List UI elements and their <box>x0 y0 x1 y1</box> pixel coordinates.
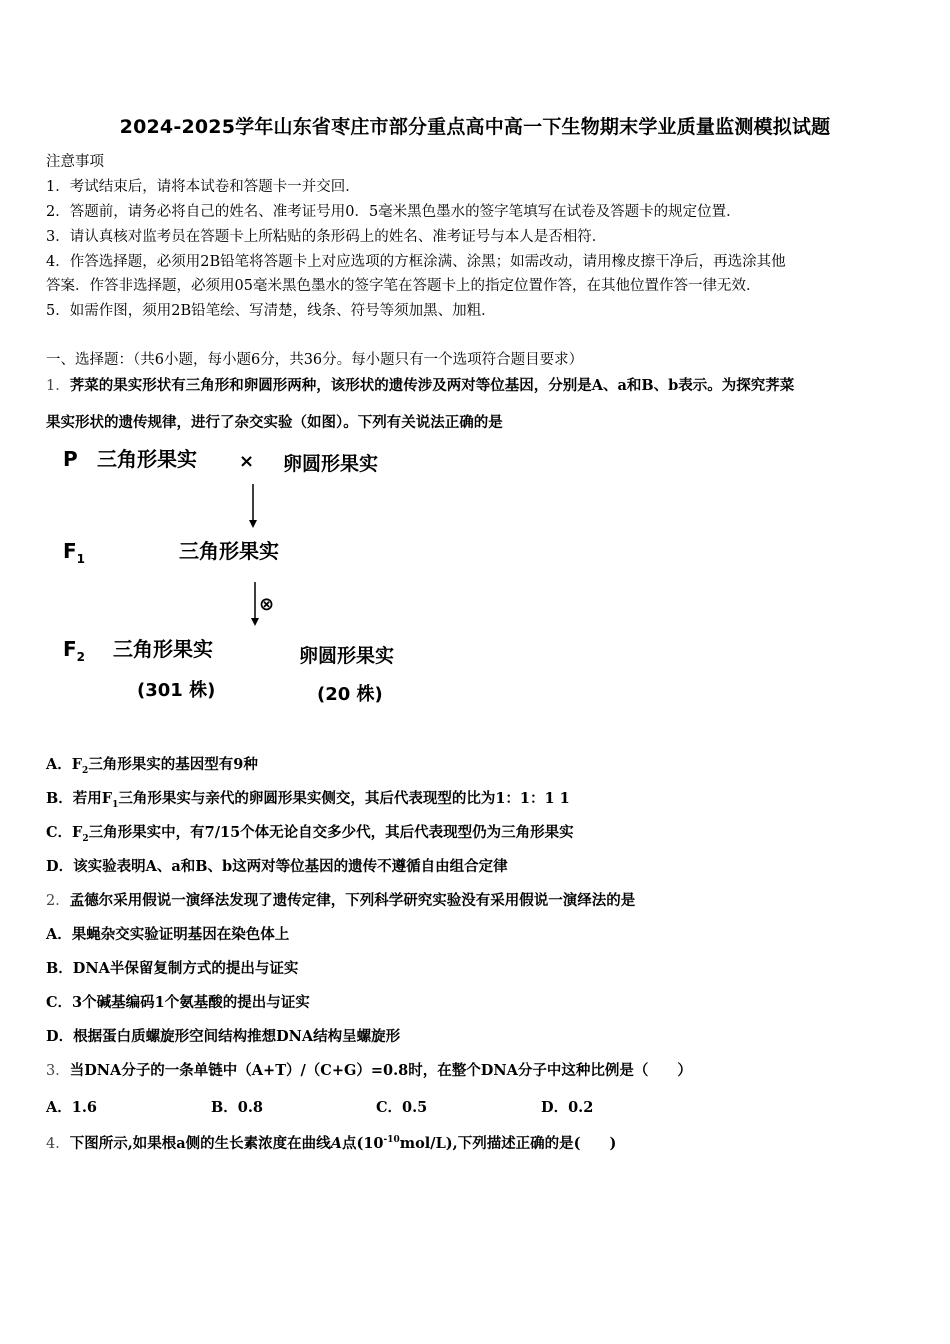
q1-option-b: B．若用$F_1$三角形果实与亲代的卵圆形果实侧交，其后代表现型的比为1：1：1 1 <box>46 790 570 810</box>
f1-label: $F_1$ <box>63 539 86 566</box>
arrow-head-p-f1 <box>249 520 257 528</box>
selfing-symbol: ⊗ <box>259 594 275 615</box>
f2-right-phenotype: 卵圆形果实 <box>299 645 395 667</box>
q2-option-a: A．果蝇杂交实验证明基因在染色体上 <box>46 926 290 943</box>
notice-item-1: 1．考试结束后，请将本试卷和答题卡一并交回． <box>46 179 360 195</box>
arrow-head-f1-f2 <box>251 618 259 626</box>
p-left-phenotype: 三角形果实 <box>97 447 197 471</box>
p-right-phenotype: 卵圆形果实 <box>283 453 379 475</box>
notice-heading: 注意事项 <box>46 154 104 170</box>
cross-diagram <box>55 440 425 720</box>
f2-left-count: (301 株) <box>137 680 216 701</box>
q3-option-c: C．0.5 <box>376 1099 428 1116</box>
f2-right-count: (20 株) <box>317 684 383 705</box>
q3-option-b: B．0.8 <box>211 1099 263 1116</box>
notice-item-5: 5．如需作图，须用2B铅笔绘、写清楚，线条、符号等须加黑、加粗． <box>46 303 496 319</box>
notice-item-4-cont: 答案．作答非选择题，必须用05毫米黑色墨水的签字笔在答题卡上的指定位置作答，在其他位置作答一律无效． <box>46 278 761 294</box>
q2-option-d: D．根据蛋白质螺旋形空间结构推想DNA结构呈螺旋形 <box>46 1028 401 1045</box>
q1-number: 1． <box>46 378 70 394</box>
notice-item-4: 4．作答选择题，必须用2B铅笔将答题卡上对应选项的方框涂满、涂黑；如需改动，请用橡皮擦干净后，再选涂其他 <box>46 254 786 270</box>
q1-option-c: C．$F_2$三角形果实中，有7/15个体无论自交多少代，其后代表现型仍为三角形果实 <box>46 824 574 844</box>
q1-option-d: D．该实验表明A、a和B、b这两对等位基因的遗传不遵循自由组合定律 <box>46 858 508 875</box>
f1-phenotype: 三角形果实 <box>179 539 279 563</box>
notice-item-2: 2．答题前，请务必将自己的姓名、准考证号用0．5毫米黑色墨水的签字笔填写在试卷及答题卡的规定位置． <box>46 204 741 220</box>
q3-number: 3． <box>46 1063 70 1079</box>
q4-stem: 4．下图所示,如果根a侧的生长素浓度在曲线A点$(10^{-10}mol/L)$,下列描述正确的是( ) <box>46 1134 617 1152</box>
q4-number: 4． <box>46 1135 70 1152</box>
q3-option-d: D．0.2 <box>541 1099 594 1116</box>
f2-left-phenotype: 三角形果实 <box>113 637 213 661</box>
q2-option-b: B．DNA半保留复制方式的提出与证实 <box>46 960 299 977</box>
f2-label: $F_2$ <box>63 637 86 664</box>
q1-stem-line2: 果实形状的遗传规律，进行了杂交实验（如图）。下列有关说法正确的是 <box>46 414 503 431</box>
q2-number: 2． <box>46 893 70 909</box>
cross-symbol: × <box>239 451 255 472</box>
section-heading: 一、选择题：（共6小题，每小题6分，共36分。每小题只有一个选项符合题目要求） <box>46 352 584 368</box>
p-label: P <box>63 447 78 471</box>
notice-item-3: 3．请认真核对监考员在答题卡上所粘贴的条形码上的姓名、准考证号与本人是否相符． <box>46 229 607 245</box>
exam-title: 2024-2025学年山东省枣庄市部分重点高中高一下生物期末学业质量监测模拟试题 <box>119 116 831 138</box>
q1-stem-line1: 1．荠菜的果实形状有三角形和卵圆形两种，该形状的遗传涉及两对等位基因，分别是A、a和B、b表示。为探究荠菜 <box>46 377 795 394</box>
q3-stem: 3．当DNA分子的一条单链中（A+T）/（C+G）=0.8时，在整个DNA分子中这种比例是（ ） <box>46 1062 692 1079</box>
q3-option-a: A．1.6 <box>46 1099 97 1116</box>
q1-option-a: A．$F_2$三角形果实的基因型有9种 <box>46 756 258 776</box>
q2-stem: 2．孟德尔采用假说一演绎法发现了遗传定律，下列科学研究实验没有采用假说一演绎法的是 <box>46 892 636 909</box>
q2-option-c: C．3个碱基编码1个氨基酸的提出与证实 <box>46 994 310 1011</box>
